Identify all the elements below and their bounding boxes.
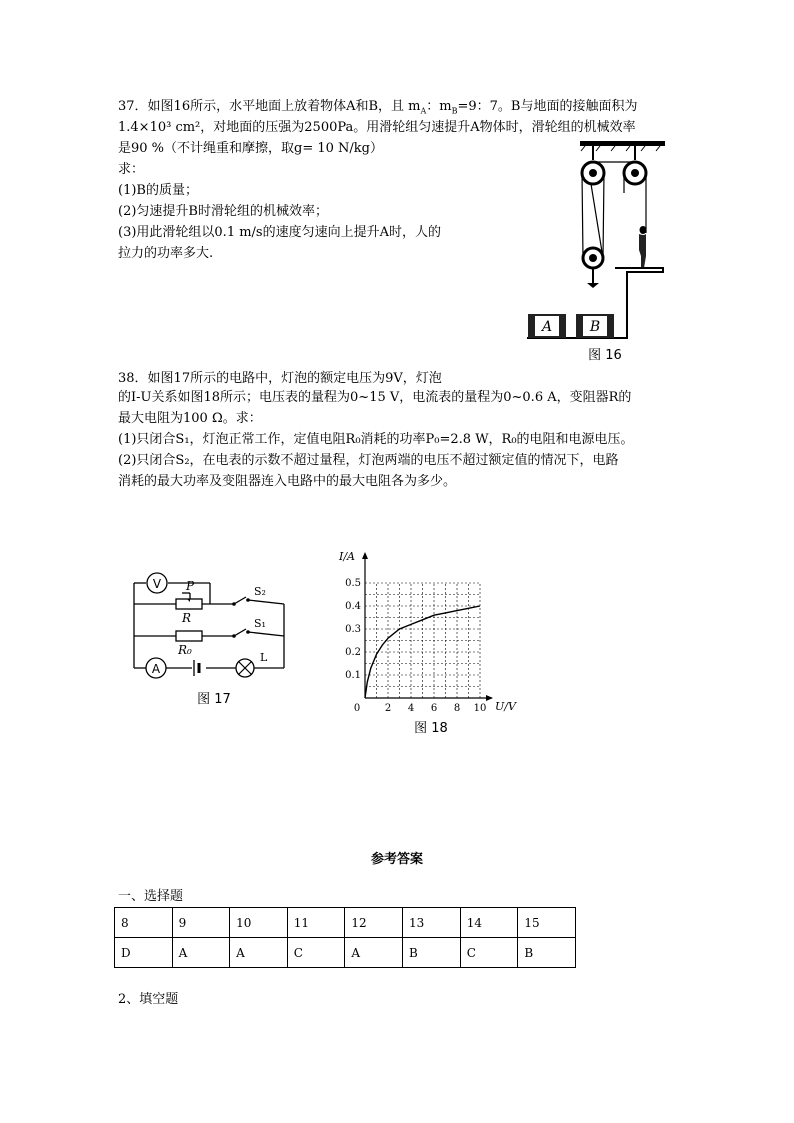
answer-row-choices (115, 938, 576, 968)
svg-text:A: A (151, 662, 161, 676)
chart-ylabel: I/A (339, 550, 355, 563)
chart-y-tick-label: 0.3 (345, 624, 361, 635)
q38-line-4: (1)只闭合S₁，灯泡正常工作，定值电阻R₀消耗的功率P₀=2.8 W，R₀的电阻和电源电压。 (118, 432, 634, 447)
answer-row-numbers (115, 908, 576, 938)
answer-number-cell: 12 (345, 908, 403, 938)
q37-line-2: 1.4×10³ cm²，对地面的压强为2500Pa。用滑轮组匀速提升A物体时，滑轮组的机械效率 (118, 120, 636, 135)
answer-choice-cell: B (403, 938, 461, 968)
lamp (236, 659, 254, 677)
section-choice-heading: 一、选择题 (118, 889, 184, 904)
svg-text:B: B (589, 319, 601, 335)
answer-choice-cell: C (460, 938, 518, 968)
voltmeter (147, 573, 167, 593)
q38-line-2: 的I-U关系如图18所示；电压表的量程为0~15 V，电流表的量程为0~0.6 A，变阻器R的 (118, 390, 632, 405)
chart-y-tick-label: 0.4 (345, 601, 361, 612)
figure-18-caption: 图 18 (414, 721, 448, 736)
chart-y-tick-label: 0.2 (345, 647, 361, 658)
q38-line-5: (2)只闭合S₂，在电表的示数不超过量程，灯泡两端的电压不超过额定值的情况下，电路 (118, 453, 619, 468)
ceiling (580, 141, 665, 146)
figure-18-chart (335, 548, 525, 740)
figure-16-caption: 图 16 (588, 348, 622, 363)
svg-text:V: V (152, 577, 162, 591)
svg-text:L: L (260, 651, 268, 664)
figure-17-caption: 图 17 (197, 692, 231, 707)
chart-y-tick-label: 0.1 (345, 670, 361, 681)
block-a (528, 314, 566, 338)
q38-line-6: 消耗的最大功率及变阻器连入电路中的最大电阻各为多少。 (118, 474, 457, 489)
chart-xlabel: U/V (495, 700, 516, 713)
q37-line-6: (2)匀速提升B时滑轮组的机械效率； (118, 204, 328, 219)
svg-text:R₀: R₀ (178, 643, 192, 657)
svg-text:A: A (541, 319, 553, 335)
answer-number-cell: 9 (172, 908, 230, 938)
q37-line-8: 拉力的功率多大. (118, 246, 214, 261)
svg-text:R: R (182, 611, 192, 625)
chart-x-tick-label: 6 (430, 703, 438, 714)
figure-16-pulley (525, 138, 675, 363)
svg-text:P: P (186, 579, 195, 593)
answer-number-cell: 11 (287, 908, 345, 938)
answer-choice-cell: D (115, 938, 173, 968)
q38-line-3: 最大电阻为100 Ω。求： (118, 411, 262, 426)
block-b (576, 314, 614, 338)
section-fill-heading: 2、填空题 (118, 992, 179, 1007)
chart-x-tick-label: 10 (473, 703, 487, 714)
person-figure (639, 226, 647, 268)
answer-number-cell: 14 (460, 908, 518, 938)
chart-x-tick-label: 2 (384, 703, 392, 714)
chart-x-arrow (486, 695, 493, 701)
answer-number-cell: 13 (403, 908, 461, 938)
svg-text:S₂: S₂ (254, 585, 266, 598)
chart-x-tick-label: 0 (353, 703, 361, 714)
answer-number-cell: 10 (230, 908, 288, 938)
figure-17-circuit (126, 568, 296, 710)
answer-table (114, 907, 576, 968)
q37-line-5: (1)B的质量； (118, 183, 198, 198)
answer-choice-cell: B (518, 938, 576, 968)
answer-choice-cell: A (172, 938, 230, 968)
q38-line-1: 38．如图17所示的电路中，灯泡的额定电压为9V，灯泡 (118, 371, 442, 386)
answer-choice-cell: C (287, 938, 345, 968)
q37-line-7: (3)用此滑轮组以0.1 m/s的速度匀速向上提升A时，人的 (118, 225, 441, 240)
ammeter (146, 658, 166, 678)
chart-y-tick-label: 0.5 (345, 578, 361, 589)
chart-x-tick-label: 8 (453, 703, 461, 714)
answer-choice-cell: A (230, 938, 288, 968)
svg-text:S₁: S₁ (254, 617, 266, 630)
answer-choice-cell: A (345, 938, 403, 968)
answer-number-cell: 8 (115, 908, 173, 938)
chart-y-arrow (362, 552, 368, 559)
answers-heading: 参考答案 (370, 852, 423, 867)
chart-x-tick-label: 4 (407, 703, 415, 714)
answer-number-cell: 15 (518, 908, 576, 938)
q37-line-3: 是90 %（不计绳重和摩擦，取g= 10 N/kg） (118, 141, 384, 156)
q37-line-4: 求： (118, 162, 145, 177)
q37-line-1: 37．如图16所示，水平地面上放着物体A和B，且 $m_A$：$m_B=9$：7。B与地面的接触面积为 (118, 99, 638, 116)
